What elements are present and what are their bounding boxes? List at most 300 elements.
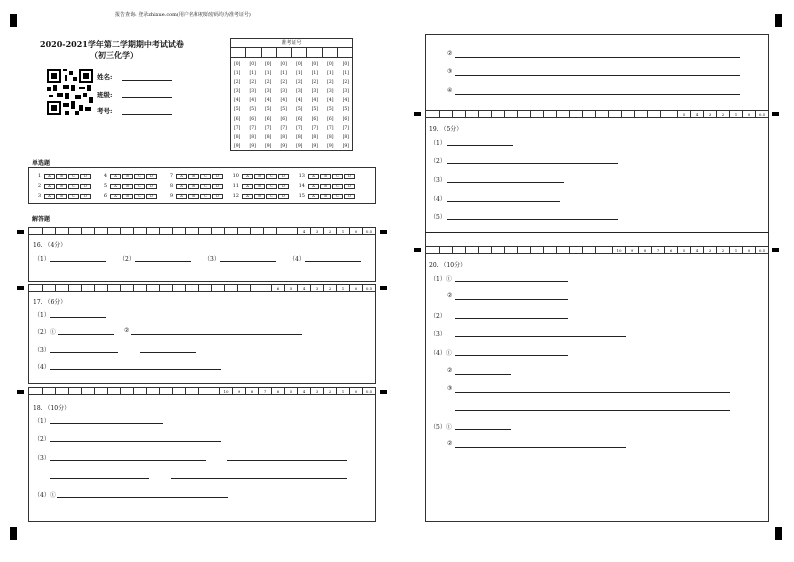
mcq-option-bubble[interactable]: A [44,194,55,199]
exam-id-digit-bubble[interactable]: [8] [342,134,349,140]
score-cell[interactable]: 9 [625,247,638,253]
q17-part1-answer[interactable] [50,317,106,318]
q18-cont-2-answer[interactable] [455,57,740,58]
exam-id-digit-bubble[interactable]: [0] [280,62,287,67]
score-cell[interactable]: 0.5 [362,388,375,394]
mcq-question [297,193,363,199]
q20-part4b-label: ② [447,367,453,374]
q20-part2-label: （2） [430,313,446,320]
mcq-option-bubble[interactable]: B [122,184,133,189]
score-cell[interactable]: 8 [245,388,258,394]
mcq-option-bubble[interactable]: B [320,184,331,189]
exam-id-digit-bubble[interactable]: [2] [265,80,272,86]
mcq-option-bubble[interactable]: C [68,174,79,179]
exam-id-digit-bubble[interactable]: [9] [265,143,272,149]
mcq-option-bubble[interactable]: D [344,174,355,179]
exam-id-digit-bubble[interactable]: [2] [280,80,287,86]
q17-part4-label: （4） [34,364,50,371]
mcq-question [231,193,297,199]
mcq-option-bubble[interactable]: B [188,184,199,189]
exam-id-digit-bubble[interactable]: [9] [342,143,349,149]
exam-id-digit-bubble[interactable]: [1] [234,71,241,77]
exam-id-digit-bubble[interactable]: [9] [296,143,303,149]
q18-part2-answer[interactable] [50,441,221,442]
score-cell[interactable]: 8 [638,247,651,253]
mcq-option-bubble[interactable]: B [188,174,199,179]
q18-part1-label: （1） [34,418,50,425]
exam-id-digit-bubble[interactable]: [8] [327,134,334,140]
mcq-option-bubble[interactable]: B [320,194,331,199]
corner-mark [775,527,782,540]
q20-mark-left [414,248,421,252]
score-cell[interactable]: 0 [742,247,755,253]
exam-id-digit-bubble[interactable]: [7] [265,125,272,131]
class-field[interactable] [122,97,172,98]
exam-id-digit-bubble[interactable]: [1] [296,71,303,77]
mcq-option-bubble[interactable]: B [320,174,331,179]
exam-id-digit-bubble[interactable]: [5] [265,107,272,113]
q19-part2-answer[interactable] [447,163,618,164]
exam-id-digit-bubble[interactable]: [5] [311,107,318,113]
q18-part4a-answer[interactable] [57,497,228,498]
q19-divider [425,232,769,233]
score-cell[interactable]: 1 [336,228,349,234]
exam-id-digit-row[interactable] [234,115,349,124]
exam-id-digit-bubble[interactable]: [2] [234,80,241,86]
score-cell[interactable]: 7 [258,388,271,394]
mcq-option-bubble[interactable]: C [332,194,343,199]
score-cell[interactable]: 0 [349,285,362,291]
exam-id-digit-bubble[interactable]: [5] [280,107,287,113]
score-cell[interactable]: 2 [323,285,336,291]
mcq-question [165,183,231,189]
q18-part3c-answer[interactable] [50,478,149,479]
exam-id-digit-bubble[interactable]: [4] [342,98,349,104]
exam-id-digit-bubble[interactable]: [3] [311,89,318,95]
score-cell[interactable]: 0 [742,111,755,117]
exam-subtitle: （初三化学） [90,50,138,60]
mcq-option-bubble[interactable]: C [134,194,145,199]
mcq-option-bubble[interactable]: D [344,194,355,199]
exam-id-digit-bubble[interactable]: [9] [327,143,334,149]
q16-part3-answer[interactable] [220,261,276,262]
score-cell[interactable]: 3 [310,388,323,394]
mcq-option-bubble[interactable]: A [110,174,121,179]
exam-id-digit-bubble[interactable]: [0] [265,62,272,67]
mcq-option-bubble[interactable]: C [68,184,79,189]
mcq-question-number: 9 [169,193,173,199]
exam-id-digit-row[interactable] [234,87,349,96]
q17-part3b-answer[interactable] [140,352,196,353]
mcq-option-bubble[interactable]: C [266,194,277,199]
score-cell[interactable]: 6 [664,247,677,253]
exam-id-write-cells[interactable] [231,48,352,58]
mcq-option-bubble[interactable]: C [266,174,277,179]
exam-id-digit-row[interactable] [234,142,349,151]
exam-id-digit-bubble[interactable]: [5] [342,107,349,113]
mcq-row [33,173,363,179]
q20-mark-right [772,248,779,252]
mcq-option-bubble[interactable]: A [308,194,319,199]
exam-id-digit-bubble[interactable]: [7] [296,125,303,131]
exam-id-digit-bubble[interactable]: [0] [311,62,318,67]
q18-part4-label: （4）① [34,492,56,499]
exam-no-field[interactable] [122,114,172,115]
qr-code-icon [47,69,93,115]
exam-id-digit-bubble[interactable]: [8] [280,134,287,140]
q16-part3-label: （3） [204,256,220,263]
q17-score-bar[interactable] [28,284,376,292]
q19-part2-label: （2） [430,158,446,165]
mcq-option-bubble[interactable]: C [134,184,145,189]
corner-mark [775,14,782,27]
score-cell[interactable]: 2 [323,228,336,234]
mcq-option-bubble[interactable]: A [44,174,55,179]
exam-id-digit-bubble[interactable]: [4] [280,98,287,104]
q16-part2-label: （2） [119,256,135,263]
exam-id-digit-bubble[interactable]: [2] [296,80,303,86]
exam-id-digit-row[interactable] [234,124,349,133]
q20-part4d-answer[interactable] [455,410,730,411]
exam-id-digit-bubble[interactable]: [2] [342,80,349,86]
score-cell[interactable]: 5 [284,285,297,291]
exam-id-digit-bubble[interactable]: [3] [234,89,241,95]
score-cell[interactable]: 3 [310,228,323,234]
q17-heading: 17. （6分） [33,299,67,306]
exam-id-digit-bubble[interactable]: [6] [327,116,334,122]
corner-mark [10,527,17,540]
exam-id-digit-bubble[interactable]: [1] [342,71,349,77]
mcq-option-bubble[interactable]: B [122,174,133,179]
mcq-question [99,183,165,189]
exam-id-digit-bubble[interactable]: [4] [327,98,334,104]
q16-mark-right [380,230,387,234]
q20-score-bar[interactable] [425,246,769,254]
mcq-option-bubble[interactable]: C [200,184,211,189]
q16-part4-answer[interactable] [305,261,361,262]
mcq-option-bubble[interactable]: A [242,194,253,199]
exam-id-digit-bubble[interactable]: [8] [249,134,256,140]
q20-part5b-label: ② [447,440,453,447]
answer-section-title: 解答题 [32,216,51,223]
exam-id-digit-bubble[interactable]: [7] [327,125,334,131]
exam-id-digit-bubble[interactable]: [4] [249,98,256,104]
exam-id-digit-row[interactable] [234,133,349,142]
score-cell[interactable]: 10 [612,247,625,253]
mcq-option-bubble[interactable]: D [212,184,223,189]
exam-id-digit-bubble[interactable]: [1] [311,71,318,77]
exam-id-digit-bubble[interactable]: [4] [265,98,272,104]
q18-score-bar[interactable] [28,387,376,395]
exam-id-digit-bubbles[interactable] [231,58,352,153]
mcq-option-bubble[interactable]: A [308,184,319,189]
exam-id-digit-bubble[interactable]: [3] [327,89,334,95]
mcq-option-bubble[interactable]: D [80,194,91,199]
exam-id-digit-row[interactable] [234,78,349,87]
score-cell[interactable]: 2 [716,111,729,117]
score-cell[interactable]: 4 [297,388,310,394]
score-cell[interactable]: 0.5 [755,111,768,117]
score-cell[interactable]: 0.5 [755,247,768,253]
mcq-row [33,193,363,199]
exam-id-digit-row[interactable] [234,105,349,114]
mcq-question [33,183,99,189]
score-cell[interactable]: 6 [271,285,284,291]
q18-cont-3-answer[interactable] [455,75,740,76]
q17-part2-label: （2）① [34,329,56,336]
exam-id-digit-bubble[interactable]: [8] [296,134,303,140]
q20-part3-answer[interactable] [455,336,626,337]
score-cell[interactable]: 3 [310,285,323,291]
exam-id-digit-bubble[interactable]: [7] [342,125,349,131]
q17-mark-left [17,286,24,290]
q19-part3-label: （3） [430,177,446,184]
mcq-option-bubble[interactable]: B [56,184,67,189]
score-cell[interactable]: 0.5 [362,285,375,291]
exam-id-digit-bubble[interactable]: [7] [249,125,256,131]
exam-id-digit-bubble[interactable]: [9] [249,143,256,149]
mcq-option-bubble[interactable]: A [176,184,187,189]
exam-id-digit-bubble[interactable]: [7] [234,125,241,131]
q18-part3d-answer[interactable] [171,478,347,479]
q16-score-bar[interactable] [28,227,376,235]
exam-id-digit-bubble[interactable]: [2] [249,80,256,86]
q20-part5b-answer[interactable] [455,447,626,448]
q19-part3-answer[interactable] [447,182,564,183]
q19-score-bar[interactable] [425,110,769,118]
score-cell[interactable]: 4 [297,285,310,291]
mcq-option-bubble[interactable]: D [212,194,223,199]
exam-id-digit-bubble[interactable]: [7] [311,125,318,131]
score-cell[interactable]: 1 [336,388,349,394]
mcq-option-bubble[interactable]: A [176,194,187,199]
exam-id-digit-row[interactable] [234,69,349,78]
q19-mark-left [414,112,421,116]
mcq-option-bubble[interactable]: A [242,174,253,179]
score-cell[interactable]: 5 [284,388,297,394]
score-cell[interactable]: 0 [349,388,362,394]
mcq-option-bubble[interactable]: B [254,194,265,199]
q20-part1b-answer[interactable] [455,299,568,300]
mcq-question [231,183,297,189]
q17-part2b-label: ② [124,327,130,334]
exam-id-digit-bubble[interactable]: [3] [342,89,349,95]
exam-id-digit-bubble[interactable]: [1] [280,71,287,77]
q18-part3b-answer[interactable] [227,460,347,461]
mcq-option-bubble[interactable]: D [278,184,289,189]
mcq-option-bubble[interactable]: B [254,184,265,189]
score-cell[interactable]: 5 [677,247,690,253]
q20-part1a-answer[interactable] [455,281,568,282]
q18-part1-answer[interactable] [50,423,163,424]
q20-part2-answer[interactable] [455,318,568,319]
score-cell[interactable]: 3 [703,247,716,253]
mcq-option-bubble[interactable]: A [110,194,121,199]
mcq-option-bubble[interactable]: A [308,174,319,179]
mcq-question [231,173,297,179]
exam-id-digit-bubble[interactable]: [6] [342,116,349,122]
mcq-option-bubble[interactable]: D [146,194,157,199]
mcq-option-bubble[interactable]: D [278,194,289,199]
exam-id-digit-bubble[interactable]: [9] [234,143,241,149]
mcq-section-title: 单选题 [32,160,51,167]
exam-id-digit-bubble[interactable]: [0] [249,62,256,67]
exam-id-digit-bubble[interactable]: [4] [234,98,241,104]
exam-id-digit-bubble[interactable]: [4] [296,98,303,104]
exam-id-digit-bubble[interactable]: [7] [280,125,287,131]
score-cell[interactable]: 2 [323,388,336,394]
q18-part3a-answer[interactable] [50,460,206,461]
exam-id-digit-bubble[interactable]: [8] [265,134,272,140]
score-cell[interactable]: 1 [729,111,742,117]
mcq-question-number: 2 [37,183,41,189]
mcq-option-bubble[interactable]: D [146,184,157,189]
mcq-option-bubble[interactable]: B [188,194,199,199]
q16-part2-answer[interactable] [135,261,191,262]
q19-part4-answer[interactable] [447,201,560,202]
q20-part5-label: （5）① [430,424,452,431]
exam-title: 2020-2021学年第二学期期中考试试卷 [40,39,184,49]
mcq-option-bubble[interactable]: A [110,184,121,189]
q17-part2a-answer[interactable] [58,334,114,335]
score-bar-blank-cells [426,111,677,117]
mcq-option-bubble[interactable]: D [146,174,157,179]
q16-heading: 16. （4分） [33,242,67,249]
name-field[interactable] [122,80,172,81]
q18-part3-label: （3） [34,455,50,462]
mcq-question [99,193,165,199]
exam-id-digit-bubble[interactable]: [5] [234,107,241,113]
mcq-option-bubble[interactable]: A [242,184,253,189]
q19-part5-answer[interactable] [447,219,618,220]
mcq-question-number: 10 [232,173,239,179]
exam-id-digit-bubble[interactable]: [0] [296,62,303,67]
q20-part4a-answer[interactable] [455,355,568,356]
exam-id-digit-bubble[interactable]: [3] [249,89,256,95]
q17-part1-label: （1） [34,312,50,319]
mcq-question-number: 8 [169,183,173,189]
score-cell[interactable]: 1 [336,285,349,291]
q20-part4b-answer[interactable] [455,374,511,375]
score-cell[interactable]: 0 [349,228,362,234]
q18-cont-4-answer[interactable] [455,94,740,95]
q19-heading: 19. （5分） [429,126,463,133]
q18-mark-right [380,390,387,394]
mcq-option-bubble[interactable]: B [56,194,67,199]
q17-part4-answer[interactable] [50,369,221,370]
mcq-option-bubble[interactable]: C [266,184,277,189]
exam-id-digit-bubble[interactable]: [0] [327,62,334,67]
exam-id-digit-bubble[interactable]: [5] [249,107,256,113]
mcq-option-bubble[interactable]: D [80,184,91,189]
mcq-option-bubble[interactable]: C [332,184,343,189]
q18-heading: 18. （10分） [33,405,71,412]
exam-id-digit-bubble[interactable]: [9] [311,143,318,149]
mcq-option-bubble[interactable]: B [122,194,133,199]
exam-id-digit-bubble[interactable]: [1] [249,71,256,77]
score-cell[interactable]: 4 [297,228,310,234]
q16-part4-label: （4） [289,256,305,263]
exam-id-digit-bubble[interactable]: [6] [249,116,256,122]
mcq-question-number: 15 [298,193,305,199]
score-bar-blank-cells [29,228,297,234]
mcq-question-number: 3 [37,193,41,199]
mcq-option-bubble[interactable]: D [344,184,355,189]
mcq-option-bubble[interactable]: C [134,174,145,179]
q18-cont-2-label: ② [447,50,453,57]
exam-id-digit-row[interactable] [234,96,349,105]
exam-id-digit-bubble[interactable]: [6] [280,116,287,122]
exam-id-digit-bubble[interactable]: [4] [311,98,318,104]
exam-id-digit-bubble[interactable]: [3] [280,89,287,95]
exam-id-digit-bubble[interactable]: [5] [296,107,303,113]
exam-id-digit-bubble[interactable]: [2] [311,80,318,86]
score-cell[interactable]: 2 [716,247,729,253]
exam-id-digit-bubble[interactable]: [2] [327,80,334,86]
mcq-option-bubble[interactable]: C [200,174,211,179]
exam-id-digit-bubble[interactable]: [1] [265,71,272,77]
exam-id-digit-bubble[interactable]: [6] [265,116,272,122]
score-cell[interactable]: 1 [729,247,742,253]
exam-id-digit-bubble[interactable]: [9] [280,143,287,149]
mcq-option-bubble[interactable]: D [212,174,223,179]
mcq-option-bubble[interactable]: B [56,174,67,179]
score-cell[interactable]: 5 [677,111,690,117]
score-cell[interactable]: 9 [232,388,245,394]
score-cell[interactable]: 0.5 [362,228,375,234]
mcq-option-bubble[interactable]: B [254,174,265,179]
q16-part1-answer[interactable] [50,261,106,262]
exam-id-digit-bubble[interactable]: [8] [234,134,241,140]
q17-part3-label: （3） [34,347,50,354]
exam-id-digit-bubble[interactable]: [3] [296,89,303,95]
q19-part4-label: （4） [430,196,446,203]
score-cell[interactable]: 4 [690,111,703,117]
mcq-option-bubble[interactable]: C [200,194,211,199]
score-cell[interactable]: 3 [703,111,716,117]
exam-id-digit-bubble[interactable]: [6] [296,116,303,122]
q20-part5a-answer[interactable] [455,429,511,430]
score-cell[interactable]: 6 [271,388,284,394]
score-cell[interactable]: 7 [651,247,664,253]
mcq-option-bubble[interactable]: A [176,174,187,179]
exam-id-digit-bubble[interactable]: [6] [311,116,318,122]
q20-part3-label: （3） [430,331,446,338]
exam-id-digit-bubble[interactable]: [1] [327,71,334,77]
exam-id-digit-bubble[interactable]: [8] [311,134,318,140]
exam-id-digit-bubble[interactable]: [0] [234,62,241,67]
mcq-option-bubble[interactable]: C [332,174,343,179]
exam-id-digit-bubble[interactable]: [3] [265,89,272,95]
mcq-question-number: 12 [232,193,239,199]
exam-id-digit-row[interactable] [234,60,349,69]
mcq-option-bubble[interactable]: D [80,174,91,179]
mcq-option-bubble[interactable]: A [44,184,55,189]
exam-id-digit-bubble[interactable]: [0] [342,62,349,67]
exam-id-digit-bubble[interactable]: [5] [327,107,334,113]
score-bar-blank-cells [29,285,271,291]
q20-part4c-answer[interactable] [455,392,730,393]
q17-part2b-answer[interactable] [131,334,302,335]
score-cell[interactable]: 10 [219,388,232,394]
mcq-option-bubble[interactable]: C [68,194,79,199]
mcq-question [165,173,231,179]
q17-part3a-answer[interactable] [50,352,118,353]
exam-id-digit-bubble[interactable]: [6] [234,116,241,122]
q19-part1-answer[interactable] [447,145,513,146]
mcq-option-bubble[interactable]: D [278,174,289,179]
score-cell[interactable]: 4 [690,247,703,253]
